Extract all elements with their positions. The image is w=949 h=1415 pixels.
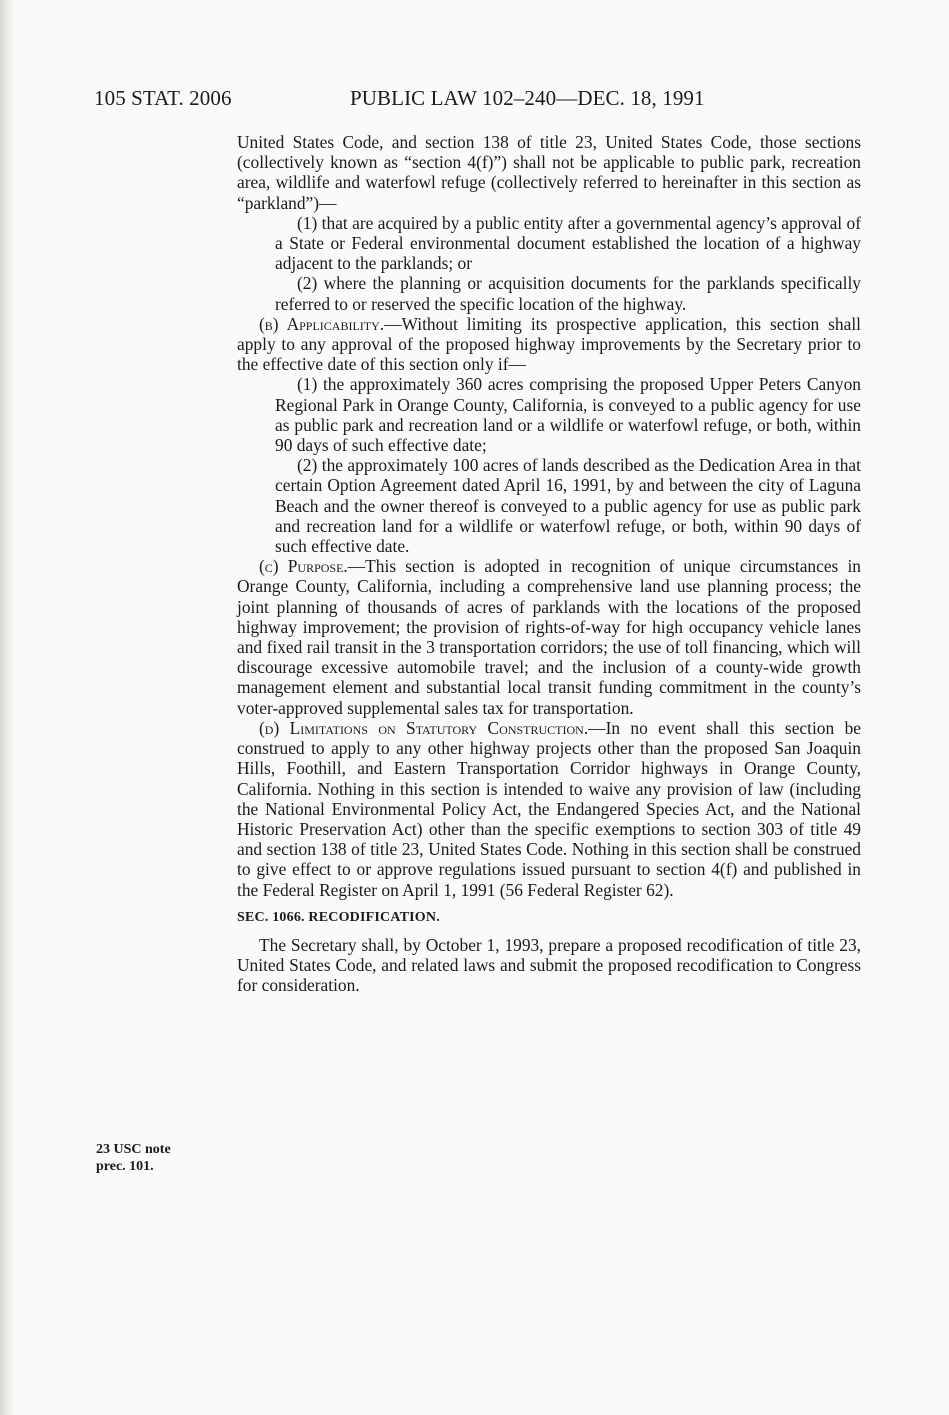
subsection-c-text: —This section is adopted in recognition of unique circumstances in Orange County, California, including a comprehensive land use planning process; the joint planning of thousands of acres of parklands with the locations of the proposed highway improvement; the provision of rights-of-way for high occupancy vehicle lanes and fixed rail transit in the 3 transportation corridors; the use of toll financing, which will discourage excessive automobile travel; and the inclusion of a county-wide growth management element and substantial local transit funding commitment in the county’s voter-approved supplemental sales tax for transportation. <box>237 556 862 718</box>
subsection-d-text: —In no event shall this section be construed to apply to any other highway projects other than the proposed San Joaquin Hills, Foothill, and Eastern Transportation Corridor highways in Orange County, California. Nothing in this section is intended to waive any provision of law (including the National Environmental Policy Act, the Endangered Species Act, and the National Historic Preservation Act) other than the specific exemptions to section 303 of title 49 and section 138 of title 23, United States Code. Nothing in this section shall be construed to give effect to or approve regulations issued pursuant to section 4(f) and published in the Federal Register on April 1, 1991 (56 Federal Register 62). <box>237 717 861 900</box>
subsection-a-item-2: (2) where the planning or acquisition documents for the parklands specifically referred to or reserved the specific location of the highway. <box>275 273 861 314</box>
subsection-a-item-1: (1) that are acquired by a public entity after a governmental agency’s approval of a State or Federal environmental document established the location of a highway adjacent to the parklands; or <box>275 212 861 274</box>
subsection-b <box>237 314 861 375</box>
stat-page-number: 105 STAT. 2006 <box>94 86 232 110</box>
section-1066-text: The Secretary shall, by October 1, 1993, prepare a proposed recodification of title 23, United States Code, and related laws and submit the proposed recodification to Congress for consideration. <box>237 934 861 996</box>
subsection-d <box>237 718 861 900</box>
document-body <box>237 132 861 996</box>
subsection-d-heading: (d) Limitations on Statutory Construction. <box>259 717 589 738</box>
subsection-c <box>237 556 861 718</box>
subsection-b-item-1: (1) the approximately 360 acres comprising the proposed Upper Peters Canyon Regional Park in Orange County, California, is conveyed to a public agency for use as public park and recreation land or a wildlife or waterfowl refuge, or both, within 90 days of such effective date; <box>275 374 861 456</box>
margin-note <box>96 1141 171 1175</box>
margin-note-line1: 23 USC note <box>96 1142 171 1157</box>
subsection-b-text: —Without limiting its prospective application, this section shall apply to any approval of the proposed highway improvements by the Secretary prior to the effective date of this section only if— <box>237 313 861 375</box>
margin-note-line2: prec. 101. <box>96 1159 154 1174</box>
public-law-title: PUBLIC LAW 102–240—DEC. 18, 1991 <box>350 86 705 110</box>
intro-paragraph: United States Code, and section 138 of title 23, United States Code, those sections (collectively known as “section 4(f)”) shall not be applicable to public park, recreation area, wildlife and waterfowl refuge (collectively referred to hereinafter in this section as “parkland”)— <box>237 132 861 213</box>
subsection-b-item-2: (2) the approximately 100 acres of lands described as the Dedication Area in that certain Option Agreement dated April 16, 1991, by and between the city of Laguna Beach and the owner thereof is conveyed to a public agency for use as public park and recreation land for a wildlife or waterfowl refuge, or both, within 90 days of such effective date. <box>275 455 861 557</box>
subsection-b-heading: (b) Applicability. <box>259 313 385 334</box>
section-1066-heading: SEC. 1066. RECODIFICATION. <box>237 909 440 925</box>
subsection-c-heading: (c) Purpose. <box>259 556 348 577</box>
page-edge-shadow <box>0 0 14 1415</box>
